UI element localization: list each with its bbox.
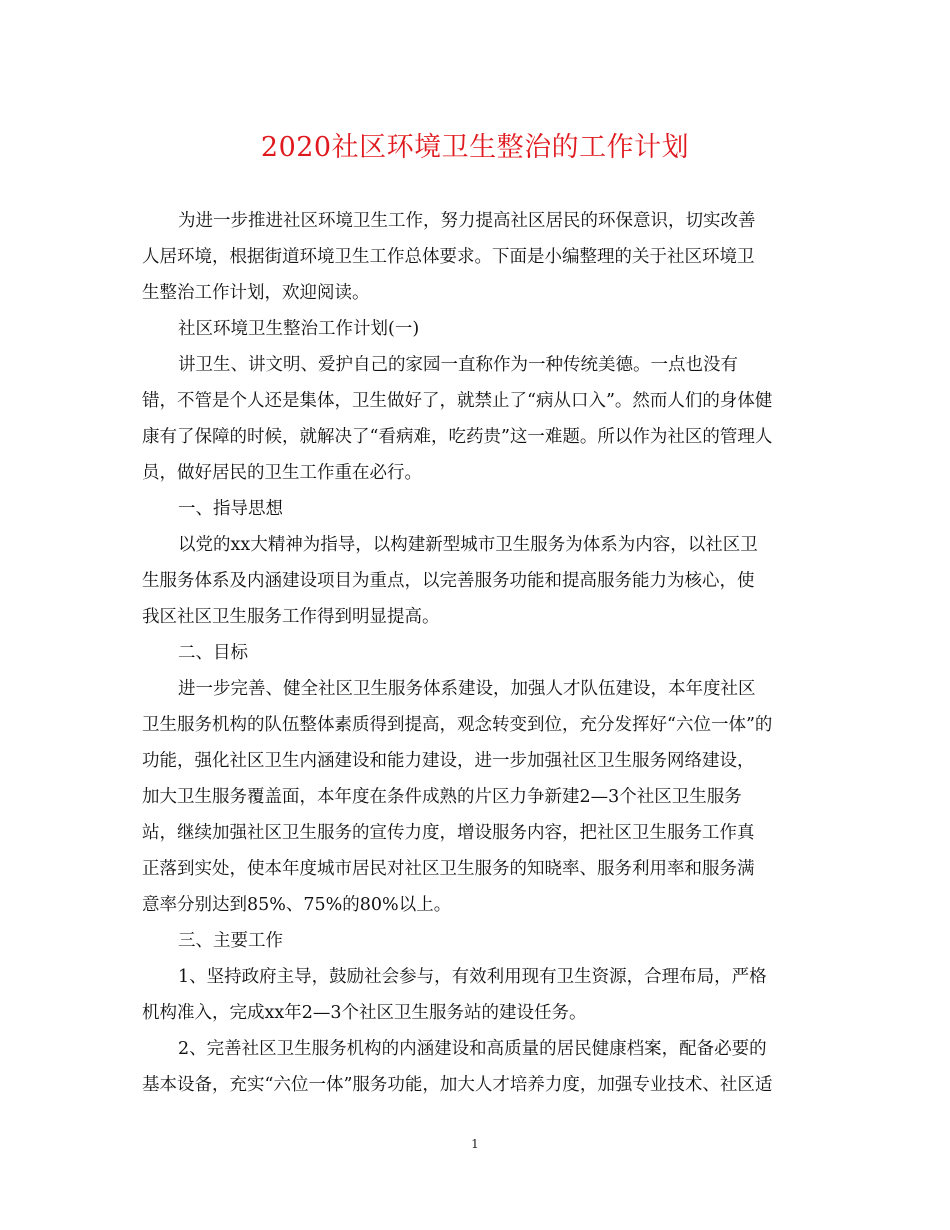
- paragraph-line: 1、坚持政府主导，鼓励社会参与，有效利用现有卫生资源，合理布局，严格: [178, 967, 767, 987]
- paragraph-line: 我区社区卫生服务工作得到明显提高。: [142, 607, 440, 627]
- paragraph-line: 人居环境，根据街道环境卫生工作总体要求。下面是小编整理的关于社区环境卫: [142, 247, 755, 267]
- paragraph-line: 功能，强化社区卫生内涵建设和能力建设，进一步加强社区卫生服务网络建设，: [142, 751, 755, 771]
- paragraph-line: 站，继续加强社区卫生服务的宣传力度，增设服务内容，把社区卫生服务工作真: [142, 823, 755, 843]
- paragraph-line: 讲卫生、讲文明、爱护自己的家园一直称作为一种传统美德。一点也没有: [178, 355, 738, 375]
- paragraph-line: 卫生服务机构的队伍整体素质得到提高，观念转变到位，充分发挥好“六位一体”的: [142, 715, 773, 735]
- paragraph-line: 错，不管是个人还是集体，卫生做好了，就禁止了“病从口入”。然而人们的身体健: [142, 391, 773, 411]
- paragraph-line: 基本设备，充实“六位一体”服务功能，加大人才培养力度，加强专业技术、社区适: [142, 1075, 773, 1095]
- page-number: 1: [471, 1137, 479, 1151]
- section-heading: 社区环境卫生整治工作计划(一): [178, 319, 420, 339]
- paragraph-line: 进一步完善、健全社区卫生服务体系建设，加强人才队伍建设，本年度社区: [178, 679, 756, 699]
- document-body: [142, 203, 810, 1103]
- paragraph-line: 生服务体系及内涵建设项目为重点，以完善服务功能和提高服务能力为核心，使: [142, 571, 755, 591]
- paragraph-line: 康有了保障的时候，就解决了“看病难，吃药贵”这一难题。所以作为社区的管理人: [142, 427, 773, 447]
- section-heading: 一、指导思想: [178, 499, 283, 519]
- paragraph-line: 加大卫生服务覆盖面，本年度在条件成熟的片区力争新建2—3个社区卫生服务: [142, 787, 742, 807]
- paragraph-line: 2、完善社区卫生服务机构的内涵建设和高质量的居民健康档案，配备必要的: [178, 1039, 767, 1059]
- paragraph-line: 意率分别达到85%、75%的80%以上。: [142, 895, 452, 915]
- document-title: 2020社区环境卫生整治的工作计划: [260, 132, 690, 163]
- paragraph-line: 为进一步推进社区环境卫生工作，努力提高社区居民的环保意识，切实改善: [178, 211, 756, 231]
- paragraph-line: 员，做好居民的卫生工作重在必行。: [142, 463, 422, 483]
- section-heading: 二、目标: [178, 643, 248, 663]
- paragraph-line: 正落到实处，使本年度城市居民对社区卫生服务的知晓率、服务利用率和服务满: [142, 859, 755, 879]
- paragraph-line: 机构准入，完成xx年2—3个社区卫生服务站的建设任务。: [142, 1003, 587, 1023]
- section-heading: 三、主要工作: [178, 931, 283, 951]
- paragraph-line: 生整治工作计划，欢迎阅读。: [142, 283, 370, 303]
- paragraph-line: 以党的xx大精神为指导，以构建新型城市卫生服务为体系为内容，以社区卫: [178, 535, 758, 555]
